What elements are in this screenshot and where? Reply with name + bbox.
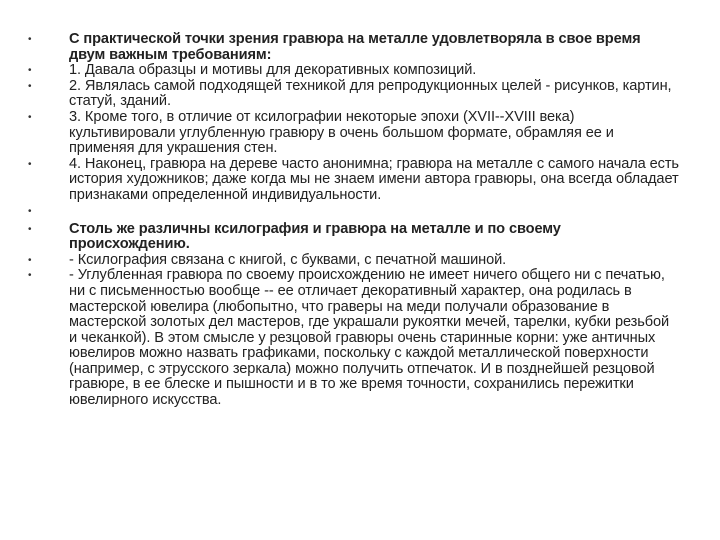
bullet-item-point-4 — [28, 157, 680, 204]
bullet-item-point-1 — [28, 63, 680, 79]
bullet-icon: • — [28, 111, 32, 123]
paragraph-text: 2. Являлась самой подходящей техникой для репродукционных целей - рисунков, картин, статуй, зданий. — [69, 77, 672, 110]
bullet-icon: • — [28, 205, 32, 217]
paragraph-text: 3. Кроме того, в отличие от ксилографии некоторые эпохи (XVII--XVIII века) культивировали углубленную гравюру в очень большом формате, обрамляя ее и применяя для украшения стен. — [69, 108, 614, 157]
bullet-item-practical-requirements — [28, 32, 680, 63]
paragraph-text: 4. Наконец, гравюра на дереве часто анонимна; гравюра на металле с самого начала есть история художников; даже когда мы не знаем имени автора гравюры, она всегда обладает признаками определенной индивидуальности. — [69, 155, 679, 203]
bullet-item-xylography-origin — [28, 253, 680, 269]
paragraph-text: - Ксилография связана с книгой, с буквами, с печатной машиной. — [69, 251, 507, 268]
bullet-item-point-3 — [28, 110, 680, 157]
paragraph-text: 1. Давала образцы и мотивы для декоративных композиций. — [69, 62, 477, 79]
bullet-item-origin-heading — [28, 222, 680, 253]
bullet-icon: • — [28, 254, 32, 266]
bullet-icon: • — [28, 223, 32, 235]
bullet-item-empty — [28, 204, 680, 222]
bullet-icon: • — [28, 158, 32, 170]
paragraph-text: Столь же различны ксилография и гравюра на металле и по своему происхождению. — [69, 220, 561, 253]
bullet-icon: • — [28, 34, 32, 45]
bullet-list — [28, 32, 680, 409]
bullet-icon: • — [28, 80, 32, 92]
bullet-item-point-2 — [28, 79, 680, 110]
paragraph-text: - Углубленная гравюра по своему происхождению не имеет ничего общего ни с печатью, ни с письменностью вообще -- ее отличает декоративный характер, она родилась в мастерской ювелира (любопытно, что граверы на меди получали образование в мастерской золотых дел мастеров, где украшали рукоятки мечей, тарелки, кубки резьбой и чеканкой). В этом смысле у резцовой гравюры очень старинные корни: уже античных ювелиров можно назвать графиками, поскольку с каждой металлической поверхности (например, с этрусского зеркала) можно получить отпечаток. И в позднейшей резцовой гравюре, в ее блеске и пышности и в то же время точности, сохранились пережитки ювелирного искусства. — [69, 267, 670, 409]
bullet-item-intaglio-origin — [28, 268, 680, 408]
bullet-icon: • — [28, 65, 32, 77]
bullet-icon: • — [28, 270, 32, 282]
paragraph-text: С практической точки зрения гравюра на металле удовлетворяла в свое время двум важным требованиям: — [69, 31, 641, 63]
